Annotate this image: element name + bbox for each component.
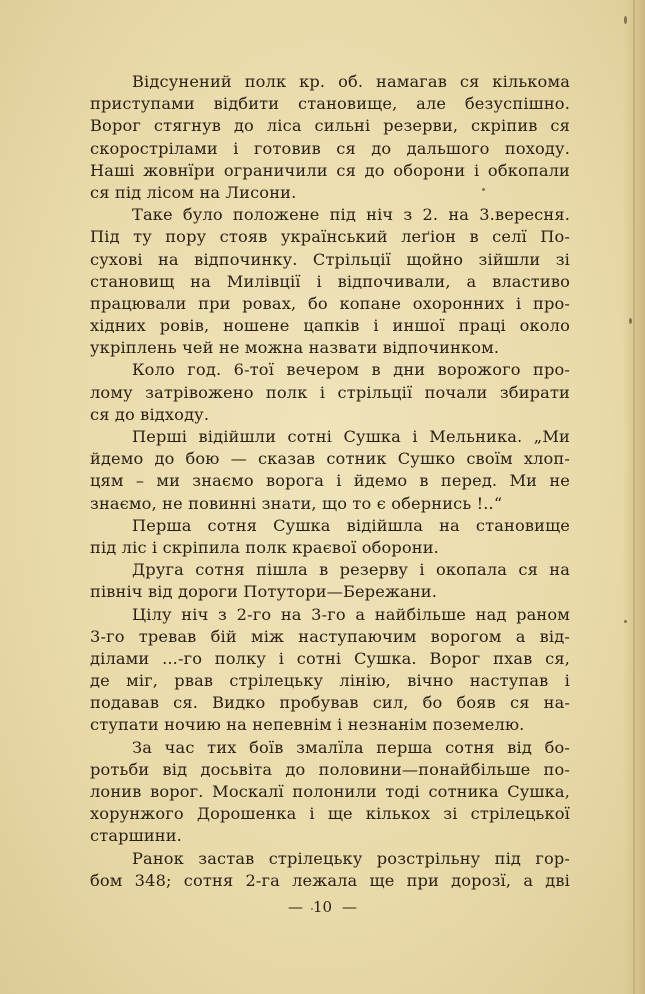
- text-line: скорострілами і готовив ся до дальшого походу.: [90, 138, 570, 158]
- text-line: Ворог стягнув до ліса сильні резерви, скріпив ся: [90, 116, 570, 136]
- body-text: [90, 71, 570, 892]
- text-line: старшини.: [90, 826, 182, 846]
- page-number-value: 10: [312, 898, 333, 916]
- text-line: Наші жовнїри ограничили ся до оборони і обкопали: [90, 160, 570, 180]
- text-line: подавав ся. Видко пробував сил, бо бояв ся на-: [90, 693, 570, 713]
- text-line: ступати ночию на непевнім і незнанім поземелю.: [90, 715, 525, 735]
- text-line: під ліс і скріпила полк краєвої оборони.: [90, 537, 439, 557]
- paper-speck: [482, 188, 485, 191]
- text-line: працювали при ровах, бо копане охоронних і про-: [90, 293, 570, 313]
- paper-speck: [624, 620, 627, 623]
- text-line: ротьби від досьвіта до половини—понайбільше по-: [90, 759, 570, 779]
- page-number: [0, 898, 645, 916]
- text-line: ділами ...-го полку і сотні Сушка. Ворог пхав ся,: [90, 648, 570, 668]
- text-line: йдемо до бою — сказав сотник Сушко своїм хлоп-: [90, 449, 570, 469]
- text-line: хорунжого Дорошенка і ще кількох зі стрілецької: [90, 804, 570, 824]
- text-line: ся під лісом на Лисони.: [90, 182, 297, 202]
- text-line: північ від дороги Потутори—Бережани.: [90, 582, 437, 602]
- page-edge-line: [633, 0, 635, 994]
- text-line: Під ту пору стояв український леґіон в селї По-: [90, 227, 570, 247]
- text-line: лонив ворог. Москалї полонили тоді сотника Сушка,: [90, 782, 570, 801]
- text-line: Відсунений полк кр. об. намагав ся кількома: [132, 72, 570, 91]
- paper-speck: [311, 908, 313, 910]
- text-line: приступами відбити становище, але безуспішно.: [90, 94, 570, 114]
- text-line: Перші відійшли сотні Сушка і Мельника. „Ми: [132, 427, 570, 446]
- text-line: укріплень чей не можна назвати відпочинком.: [90, 338, 500, 358]
- text-line: лому затрівожено полк і стрільції почали збирати: [90, 382, 570, 402]
- text-line: 3-го тревав бій між наступаючим ворогом а від-: [90, 626, 570, 646]
- text-line: Коло год. 6-тої вечером в дни ворожого про-: [132, 360, 570, 380]
- text-line: цям – ми знаємо ворога і йдемо в перед. Ми не: [90, 471, 570, 491]
- text-line: бом 348; сотня 2-га лежала ще при дорозї, а дві: [90, 870, 570, 890]
- text-line: становищ на Милівції і відпочивали, а властиво: [90, 271, 570, 291]
- text-line: Друга сотня пішла в резерву і окопала ся на: [132, 560, 570, 580]
- text-line: ся до відходу.: [90, 404, 210, 424]
- text-line: Ранок застав стрілецьку розстрільну під гор-: [132, 848, 570, 868]
- text-line: хідних ровів, ношене цапків і иншої праці около: [90, 316, 570, 336]
- text-line: Цілу ніч з 2-го на 3-го а найбільше над раном: [132, 604, 570, 624]
- text-line: Таке було положене під ніч з 2. на 3.вересня.: [132, 205, 570, 225]
- text-line: За час тих боїв змалїла перша сотня від бо-: [132, 737, 570, 757]
- text-line: сухові на відпочинку. Стрільції щойно зійшли зі: [90, 249, 570, 269]
- text-line: Перша сотня Сушка відійшла на становище: [132, 515, 570, 535]
- paper-speck: [629, 318, 632, 324]
- paper-speck: [624, 16, 627, 24]
- page-dash-left: —: [287, 898, 303, 916]
- page-dash-right: —: [342, 898, 358, 916]
- text-line: знаємо, не повинні знати, що то є обернись !..“: [90, 493, 503, 513]
- text-line: де міг, рвав стрілецьку лінію, вічно наступав і: [90, 671, 570, 691]
